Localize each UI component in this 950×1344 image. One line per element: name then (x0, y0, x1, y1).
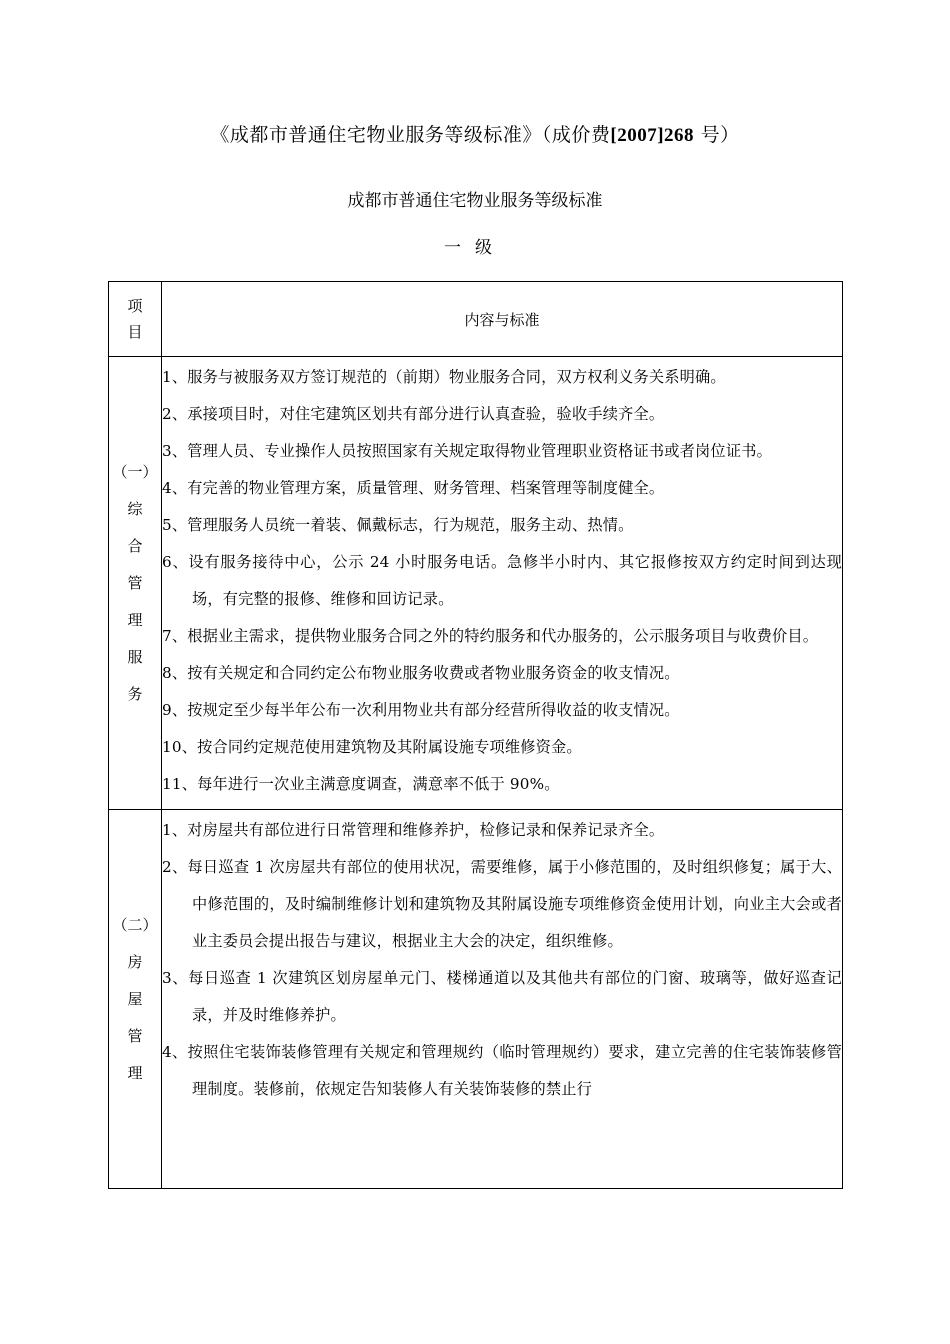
list-item: 3、管理人员、专业操作人员按照国家有关规定取得物业管理职业资格证书或者岗位证书。 (162, 442, 772, 460)
list-item: 9、按规定至少每半年公布一次利用物业共有部分经营所得收益的收支情况。 (162, 701, 680, 719)
list-item: 3、每日巡查 1 次建筑区划房屋单元门、楼梯通道以及其他共有部位的门窗、玻璃等，做好巡查记录，并及时维修养护。 (162, 969, 842, 1024)
document-number: [2007]268 (610, 125, 695, 146)
list-item: 10、按合同约定规范使用建筑物及其附属设施专项维修资金。 (162, 738, 582, 756)
list-item: 1、对房屋共有部位进行日常管理和维修养护，检修记录和保养记录齐全。 (162, 821, 665, 839)
list-item: 4、有完善的物业管理方案，质量管理、财务管理、档案管理等制度健全。 (162, 479, 665, 497)
level-heading: 一级 (444, 238, 506, 258)
document-title: 《成都市普通住宅物业服务等级标准》（成价费[2007]268 号） (210, 124, 740, 146)
list-item: 7、根据业主需求，提供物业服务合同之外的特约服务和代办服务的，公示服务项目与收费价目。 (162, 627, 819, 645)
list-item: 8、按有关规定和合同约定公布物业服务收费或者物业服务资金的收支情况。 (162, 664, 680, 682)
section-label-housing-management: （二） 房 屋 管 理 (109, 810, 162, 1189)
section-row-general-management (109, 357, 843, 810)
list-item: 5、管理服务人员统一着装、佩戴标志，行为规范，服务主动、热情。 (162, 516, 634, 534)
header-item-cell: 项 目 (109, 282, 162, 357)
standard-subtitle: 成都市普通住宅物业服务等级标准 (347, 191, 603, 211)
section-row-housing-management (109, 810, 843, 1189)
list-item: 11、每年进行一次业主满意度调查，满意率不低于 90%。 (162, 775, 560, 793)
section-items-general-management (162, 357, 843, 810)
list-item: 4、按照住宅装饰装修管理有关规定和管理规约（临时管理规约）要求，建立完善的住宅装饰装修管理制度。装修前，依规定告知装修人有关装饰装修的禁止行 (162, 1043, 842, 1098)
list-item: 2、承接项目时，对住宅建筑区划共有部分进行认真查验，验收手续齐全。 (162, 405, 665, 423)
standards-table (108, 281, 843, 1189)
section-items-housing-management (162, 810, 843, 1189)
list-item: 2、每日巡查 1 次房屋共有部位的使用状况，需要维修，属于小修范围的，及时组织修复；属于大、中修范围的，及时编制维修计划和建筑物及其附属设施专项维修资金使用计划，向业主大会或者业主委员会提出报告与建议，根据业主大会的决定，组织维修。 (162, 858, 842, 950)
list-item: 1、服务与被服务双方签订规范的（前期）物业服务合同，双方权利义务关系明确。 (162, 368, 726, 386)
section-label-general-management: （一） 综 合 管 理 服 务 (109, 357, 162, 810)
list-item: 6、设有服务接待中心，公示 24 小时服务电话。急修半小时内、其它报修按双方约定时间到达现场，有完整的报修、维修和回访记录。 (162, 553, 842, 608)
table-header-row (109, 282, 843, 357)
header-content-cell: 内容与标准 (162, 282, 843, 357)
